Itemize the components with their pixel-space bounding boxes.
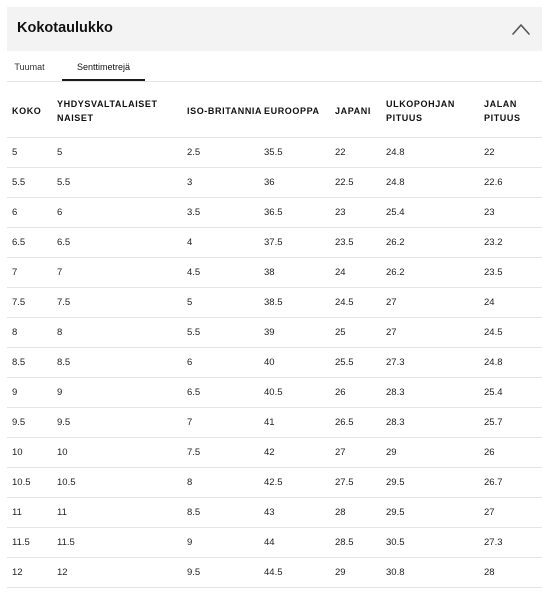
cell-outsole-length: 24.8 [386, 138, 484, 168]
table-row [7, 348, 542, 378]
cell-us-women: 10.5 [57, 468, 187, 498]
cell-europe: 40.5 [264, 378, 335, 408]
cell-size: 7 [7, 258, 57, 288]
cell-size: 5 [7, 138, 57, 168]
cell-outsole-length: 29 [386, 438, 484, 468]
chevron-up-icon[interactable] [511, 22, 531, 36]
cell-size: 9.5 [7, 408, 57, 438]
cell-japan: 24 [335, 258, 386, 288]
column-header-europe: EUROOPPA [264, 105, 320, 116]
size-chart-panel [7, 7, 542, 603]
cell-us-women: 11.5 [57, 528, 187, 558]
tab-inches[interactable]: Tuumat [14, 62, 45, 72]
cell-uk: 7 [187, 408, 264, 438]
size-chart-title: Kokotaulukko [17, 20, 113, 36]
cell-japan: 29 [335, 558, 386, 588]
cell-uk: 3 [187, 168, 264, 198]
cell-foot-length: 24 [484, 288, 542, 318]
cell-uk: 8.5 [187, 498, 264, 528]
column-header-foot-length: JALAN PITUUS [484, 98, 521, 123]
cell-foot-length: 27 [484, 498, 542, 528]
cell-us-women: 5.5 [57, 168, 187, 198]
cell-foot-length: 28 [484, 558, 542, 588]
cell-outsole-length: 29.5 [386, 468, 484, 498]
tab-centimeters[interactable]: Senttimetrejä [62, 51, 145, 81]
cell-outsole-length: 29.5 [386, 498, 484, 528]
cell-foot-length: 27.3 [484, 528, 542, 558]
cell-uk: 4.5 [187, 258, 264, 288]
table-row [7, 198, 542, 228]
cell-uk: 9.5 [187, 558, 264, 588]
cell-europe: 42 [264, 438, 335, 468]
cell-uk: 9 [187, 528, 264, 558]
table-row [7, 168, 542, 198]
cell-europe: 37.5 [264, 228, 335, 258]
table-row [7, 468, 542, 498]
cell-europe: 36.5 [264, 198, 335, 228]
cell-foot-length: 24.5 [484, 318, 542, 348]
cell-us-women: 8.5 [57, 348, 187, 378]
table-row [7, 498, 542, 528]
cell-uk: 5 [187, 288, 264, 318]
table-header-row [7, 82, 542, 138]
cell-us-women: 11 [57, 498, 187, 528]
cell-outsole-length: 27 [386, 318, 484, 348]
cell-japan: 22.5 [335, 168, 386, 198]
cell-japan: 22 [335, 138, 386, 168]
cell-uk: 6 [187, 348, 264, 378]
cell-europe: 35.5 [264, 138, 335, 168]
cell-foot-length: 23.2 [484, 228, 542, 258]
cell-foot-length: 24.8 [484, 348, 542, 378]
cell-us-women: 7 [57, 258, 187, 288]
cell-japan: 23 [335, 198, 386, 228]
cell-europe: 40 [264, 348, 335, 378]
cell-europe: 43 [264, 498, 335, 528]
cell-outsole-length: 24.8 [386, 168, 484, 198]
cell-outsole-length: 25.4 [386, 198, 484, 228]
table-row [7, 438, 542, 468]
cell-europe: 44.5 [264, 558, 335, 588]
cell-size: 9 [7, 378, 57, 408]
cell-outsole-length: 27 [386, 288, 484, 318]
column-header-outsole-length: ULKOPOHJAN PITUUS [386, 98, 456, 123]
cell-europe: 36 [264, 168, 335, 198]
cell-size: 11 [7, 498, 57, 528]
cell-japan: 28.5 [335, 528, 386, 558]
cell-outsole-length: 26.2 [386, 228, 484, 258]
table-row [7, 558, 542, 588]
cell-uk: 7.5 [187, 438, 264, 468]
cell-us-women: 9.5 [57, 408, 187, 438]
cell-europe: 44 [264, 528, 335, 558]
cell-japan: 28 [335, 498, 386, 528]
cell-size: 8.5 [7, 348, 57, 378]
cell-japan: 25.5 [335, 348, 386, 378]
cell-foot-length: 26 [484, 438, 542, 468]
cell-foot-length: 22 [484, 138, 542, 168]
column-header-japan: JAPANI [335, 105, 371, 116]
cell-size: 12 [7, 558, 57, 588]
cell-europe: 38 [264, 258, 335, 288]
size-table [7, 82, 542, 588]
unit-tabs [7, 51, 542, 81]
column-header-us-women: YHDYSVALTALAISET NAISET [57, 98, 158, 123]
cell-europe: 39 [264, 318, 335, 348]
cell-foot-length: 22.6 [484, 168, 542, 198]
table-row [7, 528, 542, 558]
column-header-uk: ISO-BRITANNIA [187, 105, 263, 116]
cell-outsole-length: 28.3 [386, 408, 484, 438]
table-row [7, 288, 542, 318]
table-row [7, 138, 542, 168]
cell-uk: 8 [187, 468, 264, 498]
cell-us-women: 9 [57, 378, 187, 408]
table-row [7, 318, 542, 348]
table-row [7, 378, 542, 408]
cell-outsole-length: 30.8 [386, 558, 484, 588]
cell-us-women: 7.5 [57, 288, 187, 318]
cell-japan: 27 [335, 438, 386, 468]
cell-japan: 23.5 [335, 228, 386, 258]
cell-size: 10 [7, 438, 57, 468]
cell-us-women: 5 [57, 138, 187, 168]
cell-foot-length: 26.7 [484, 468, 542, 498]
cell-japan: 26.5 [335, 408, 386, 438]
cell-foot-length: 25.4 [484, 378, 542, 408]
cell-size: 6.5 [7, 228, 57, 258]
cell-europe: 38.5 [264, 288, 335, 318]
cell-outsole-length: 27.3 [386, 348, 484, 378]
table-row [7, 258, 542, 288]
cell-size: 6 [7, 198, 57, 228]
cell-uk: 6.5 [187, 378, 264, 408]
size-table-body [7, 138, 542, 588]
table-row [7, 408, 542, 438]
cell-us-women: 10 [57, 438, 187, 468]
cell-outsole-length: 28.3 [386, 378, 484, 408]
cell-europe: 42.5 [264, 468, 335, 498]
cell-japan: 26 [335, 378, 386, 408]
cell-size: 5.5 [7, 168, 57, 198]
cell-europe: 41 [264, 408, 335, 438]
cell-foot-length: 23 [484, 198, 542, 228]
cell-uk: 3.5 [187, 198, 264, 228]
column-header-size: KOKO [12, 105, 42, 116]
cell-uk: 5.5 [187, 318, 264, 348]
cell-size: 8 [7, 318, 57, 348]
cell-japan: 24.5 [335, 288, 386, 318]
cell-foot-length: 23.5 [484, 258, 542, 288]
cell-us-women: 8 [57, 318, 187, 348]
cell-japan: 27.5 [335, 468, 386, 498]
cell-size: 11.5 [7, 528, 57, 558]
cell-us-women: 6.5 [57, 228, 187, 258]
size-chart-header[interactable] [7, 7, 542, 51]
cell-uk: 4 [187, 228, 264, 258]
table-row [7, 228, 542, 258]
cell-foot-length: 25.7 [484, 408, 542, 438]
cell-outsole-length: 30.5 [386, 528, 484, 558]
cell-outsole-length: 26.2 [386, 258, 484, 288]
cell-size: 7.5 [7, 288, 57, 318]
cell-uk: 2.5 [187, 138, 264, 168]
cell-us-women: 6 [57, 198, 187, 228]
cell-size: 10.5 [7, 468, 57, 498]
cell-us-women: 12 [57, 558, 187, 588]
cell-japan: 25 [335, 318, 386, 348]
